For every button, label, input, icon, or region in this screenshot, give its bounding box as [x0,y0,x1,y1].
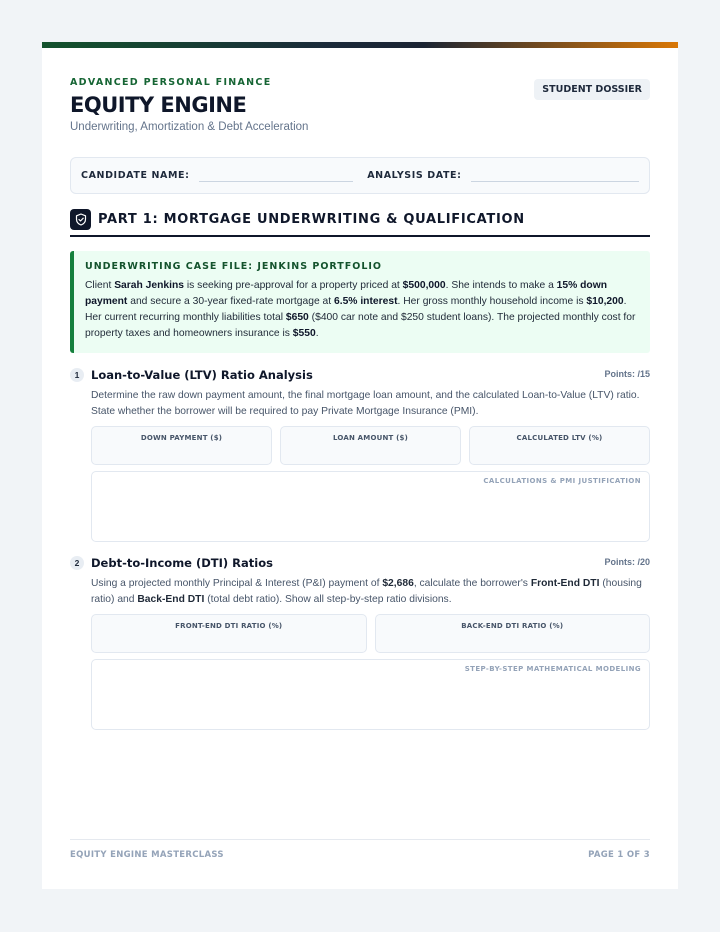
analysis-date-label: ANALYSIS DATE: [367,170,462,181]
page-footer [70,839,650,860]
candidate-info-box [70,157,650,194]
question-2 [70,554,650,730]
student-dossier-badge: STUDENT DOSSIER [534,79,650,100]
loan-amount-answer-box[interactable]: LOAN AMOUNT ($) [280,426,461,465]
section-title: PART 1: MORTGAGE UNDERWRITING & QUALIFICATION [98,211,525,227]
candidate-name-field[interactable] [199,170,354,182]
section-header [70,208,650,230]
candidate-name-label: CANDIDATE NAME: [81,170,190,181]
front-end-dti-answer-box[interactable]: FRONT-END DTI RATIO (%) [91,614,367,653]
section-divider [70,235,650,237]
question-points: Points: /20 [604,557,650,567]
case-file-text: Client Sarah Jenkins is seeking pre-approval for a property priced at $500,000. She intends to make a 15% down payment and secure a 30-year fixed-rate mortgage at 6.5% interest. Her gross monthly household income is $10,200. Her current recurring monthly liabilities total $650 ($400 car note and $250 student loans). The projected monthly cost for property taxes and homeowners insurance is $550. [85,280,636,339]
question-prompt: Determine the raw down payment amount, the final mortgage loan amount, and the calculated Loan-to-Value (LTV) ratio. State whether the borrower will be required to pay Private Mortgage Insurance (PMI). [91,390,640,417]
question-title: Loan-to-Value (LTV) Ratio Analysis [91,368,313,382]
question-1 [70,366,650,542]
shield-check-icon [70,209,91,230]
question-title: Debt-to-Income (DTI) Ratios [91,556,273,570]
course-kicker: ADVANCED PERSONAL FINANCE [70,77,272,88]
question-number-badge: 1 [70,368,84,382]
footer-page-number: PAGE 1 OF 3 [588,850,650,860]
page-title: EQUITY ENGINE [70,93,247,117]
analysis-date-field[interactable] [471,170,639,182]
question-points: Points: /15 [604,369,650,379]
document-header [70,77,650,143]
page-subtitle: Underwriting, Amortization & Debt Acceleration [70,121,309,133]
calculated-ltv-answer-box[interactable]: CALCULATED LTV (%) [469,426,650,465]
gradient-top-bar [42,42,678,48]
case-file-callout [70,251,650,353]
question-prompt: Using a projected monthly Principal & Interest (P&I) payment of $2,686, calculate the borrower's Front-End DTI (housing ratio) and Back-End DTI (total debt ratio). Show all step-by-step ratio divisions. [91,578,642,605]
case-file-title: UNDERWRITING CASE FILE: JENKINS PORTFOLIO [85,261,382,272]
calculations-work-area[interactable]: CALCULATIONS & PMI JUSTIFICATION [91,471,650,542]
back-end-dti-answer-box[interactable]: BACK-END DTI RATIO (%) [375,614,651,653]
mathematical-modeling-work-area[interactable]: STEP-BY-STEP MATHEMATICAL MODELING [91,659,650,730]
question-number-badge: 2 [70,556,84,570]
footer-course-name: EQUITY ENGINE MASTERCLASS [70,850,224,860]
worksheet-page [42,42,678,889]
down-payment-answer-box[interactable]: DOWN PAYMENT ($) [91,426,272,465]
